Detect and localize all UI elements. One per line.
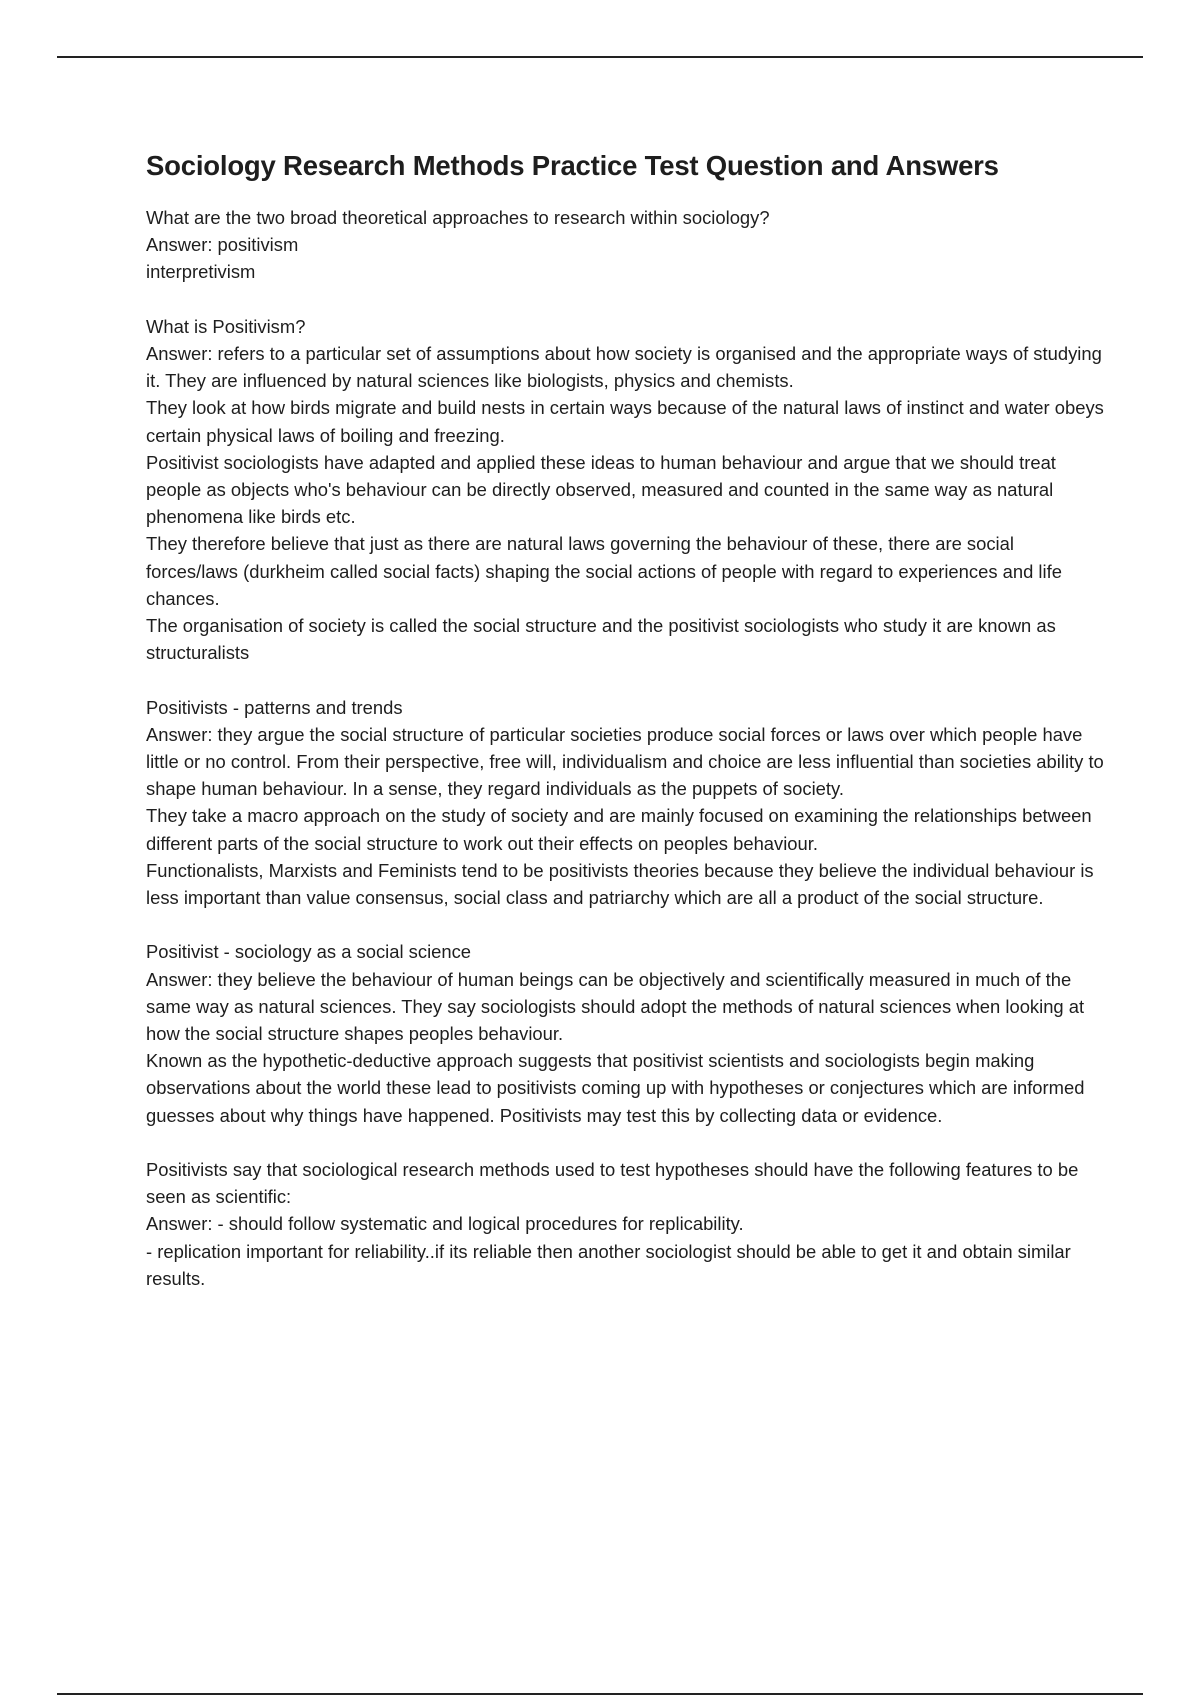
document-page (146, 146, 1106, 1319)
question-text: Positivists - patterns and trends (146, 696, 403, 718)
answer-text: They look at how birds migrate and build nests in certain ways because of the natural laws of instinct and water obeys certain physical laws of boiling and freezing. (146, 397, 1104, 446)
question-text: What is Positivism? (146, 315, 306, 337)
qa-block (146, 313, 1106, 667)
answer-text: interpretivism (146, 261, 256, 283)
bottom-rule (57, 1693, 1143, 1695)
answer-text: Answer: they argue the social structure of particular societies produce social forces or laws over which people have little or no control. From their perspective, free will, individualism and choice are less influential than societies ability to shape human behaviour. In a sense, they regard individuals as the puppets of society. (146, 723, 1104, 800)
answer-text: Answer: - should follow systematic and logical procedures for replicability. (146, 1213, 744, 1235)
question-text: What are the two broad theoretical approaches to research within sociology? (146, 207, 770, 228)
qa-list (146, 204, 1106, 1292)
answer-text: Answer: they believe the behaviour of human beings can be objectively and scientifically measured in much of the same way as natural sciences. They say sociologists should adopt the methods of natural sciences when looking at how the social structure shapes peoples behaviour. (146, 968, 1085, 1045)
answer-text: They therefore believe that just as there are natural laws governing the behaviour of these, there are social forces/laws (durkheim called social facts) shaping the social actions of people with regard to experiences and life chances. (146, 533, 1062, 609)
answer-text: The organisation of society is called the social structure and the positivist sociologists who study it are known as structuralists (146, 615, 1056, 664)
question-text: Positivist - sociology as a social science (146, 941, 472, 963)
answer-text: Functionalists, Marxists and Feminists tend to be positivists theories because they believe the individual behaviour is less important than value consensus, social class and patriarchy which are all a product of the social structure. (146, 859, 1094, 909)
answer-text: Answer: positivism (146, 234, 299, 256)
top-rule (57, 56, 1143, 58)
answer-text: Positivist sociologists have adapted and applied these ideas to human behaviour and argue that we should treat people as objects who's behaviour can be directly observed, measured and counted in the same way as natural phenomena like birds etc. (146, 451, 1056, 528)
answer-text: They take a macro approach on the study of society and are mainly focused on examining the relationships between different parts of the social structure to work out their effects on peoples behaviour. (146, 805, 1092, 854)
qa-block (146, 938, 1106, 1128)
qa-block (146, 1156, 1106, 1292)
qa-block (146, 694, 1106, 912)
answer-text: Answer: refers to a particular set of assumptions about how society is organised and the appropriate ways of studying it. They are influenced by natural sciences like biologists, physics and chemists. (146, 343, 1102, 392)
qa-block (146, 204, 1106, 286)
answer-text: Known as the hypothetic-deductive approach suggests that positivist scientists and sociologists begin making observations about the world these lead to positivists coming up with hypotheses or conjectures which are informed guesses about why things have happened. Positivists may test this by collecting data or evidence. (146, 1050, 1085, 1126)
question-text: Positivists say that sociological research methods used to test hypotheses should have the following features to be seen as scientific: (146, 1159, 1079, 1208)
answer-text: - replication important for reliability..if its reliable then another sociologist should be able to get it and obtain similar results. (146, 1240, 1071, 1289)
document-title: Sociology Research Methods Practice Test Question and Answers (146, 150, 999, 181)
